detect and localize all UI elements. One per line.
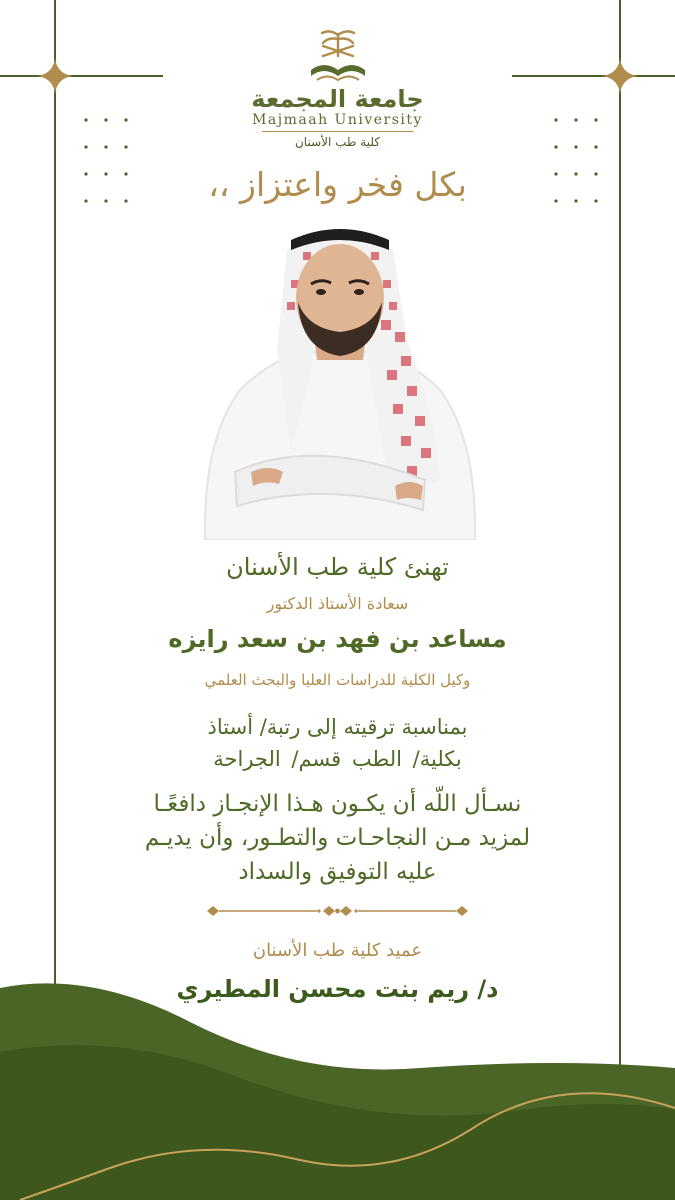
four-point-star-icon xyxy=(37,58,73,94)
wish-line-3: عليه التوفيق والسداد xyxy=(238,859,437,885)
logo-separator xyxy=(262,131,413,132)
palm-swords-book-emblem-icon xyxy=(301,26,375,84)
headline: بكل فخر واعتزاز ،، xyxy=(208,165,467,204)
occasion-line-1: بمناسبة ترقيته إلى رتبة/ أستاذ xyxy=(207,715,468,739)
honoree-role: وكيل الكلية للدراسات العليا والبحث العلمي xyxy=(204,671,471,689)
congratulation-heading: تهنئ كلية طب الأسنان xyxy=(226,553,449,581)
college-name: كلية طب الأسنان xyxy=(294,135,381,149)
wish-line-2: لمزيد مـن النجاحـات والتطـور، وأن يديـم xyxy=(144,825,531,851)
university-logo xyxy=(250,26,425,149)
occasion-line-2: بكلية/ الطب قسم/ الجراحة xyxy=(213,747,462,771)
wish-line-1: نسـأل اللّه أن يكـون هـذا الإنجـاز دافعًـا xyxy=(153,791,522,817)
dean-title: عميد كلية طب الأسنان xyxy=(252,940,423,961)
university-name-arabic: جامعة المجمعة xyxy=(251,85,424,113)
green-wave-shape xyxy=(0,960,675,1200)
four-point-star-icon xyxy=(602,58,638,94)
dean-name: د/ ريم بنت محسن المطيري xyxy=(176,975,499,1003)
honoree-name: مساعد بن فهد بن سعد رايزه xyxy=(168,625,507,653)
honoree-title: سعادة الأستاذ الدكتور xyxy=(266,594,409,613)
university-name-english: Majmaah University xyxy=(252,112,423,128)
portrait-photo xyxy=(195,210,485,540)
ornamental-divider-icon xyxy=(205,902,470,920)
